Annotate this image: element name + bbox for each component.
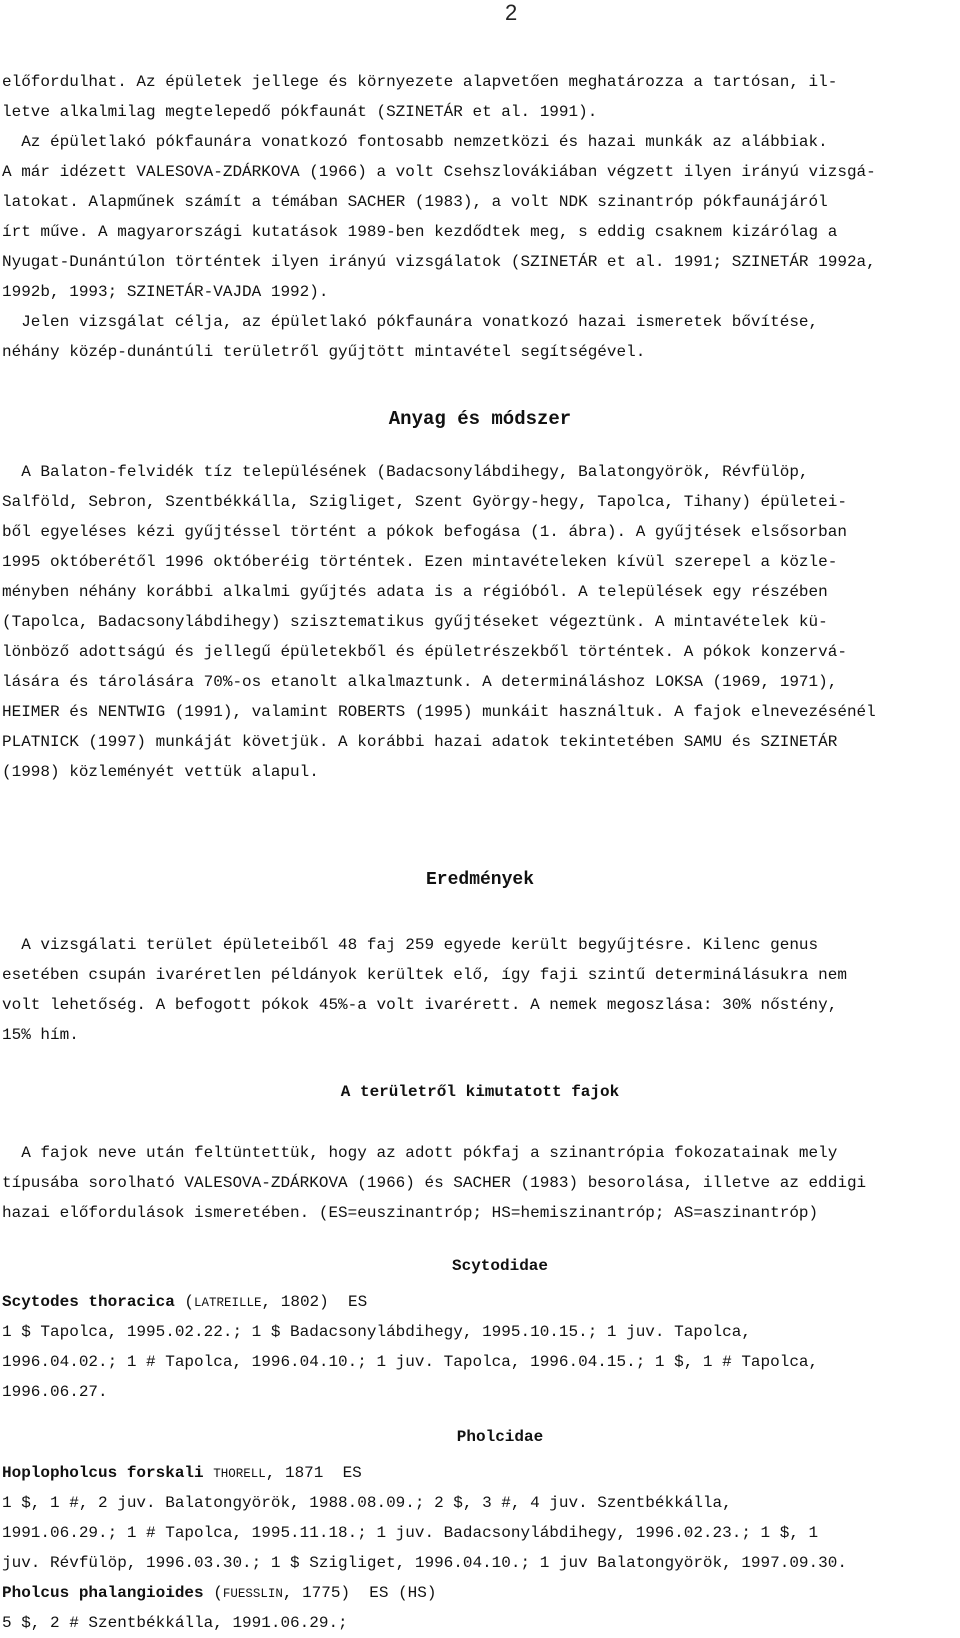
species-line: Pholcus phalangioides (FUESSLIN, 1775) ES (HS) — [2, 1584, 437, 1602]
record-line: 1 $, 1 #, 2 juv. Balatongyörök, 1988.08.09.; 2 $, 3 #, 4 juv. Szentbékkálla, — [2, 1494, 732, 1512]
text-line: letve alkalmilag megtelepedő pókfaunát (SZINETÁR et al. 1991). — [2, 103, 598, 121]
species-name: Hoplopholcus forskali — [2, 1464, 204, 1482]
text-line: (1998) közleményét vettük alapul. — [2, 763, 319, 781]
text-line: Nyugat-Dunántúlon történtek ilyen irányú vizsgálatok (SZINETÁR et al. 1991; SZINETÁR 1992a, — [2, 253, 876, 271]
text-line: 1995 októberétől 1996 októberéig történtek. Ezen mintavételeken kívül szerepel a közle- — [2, 553, 838, 571]
text-line: hazai előfordulások ismeretében. (ES=euszinantróp; HS=hemiszinantróp; AS=aszinantróp) — [2, 1204, 819, 1222]
text-line: Jelen vizsgálat célja, az épületlakó pókfaunára vonatkozó hazai ismeretek bővítése, — [2, 313, 819, 331]
species-year: , 1802) ES — [261, 1293, 368, 1311]
family-heading-pholcidae: Pholcidae — [456, 1428, 544, 1446]
text-line: lására és tárolására 70%-os etanolt alkalmaztunk. A determináláshoz LOKSA (1969, 1971), — [2, 673, 838, 691]
species-year: , 1871 ES — [265, 1464, 362, 1482]
record-line: 5 $, 2 # Szentbékkálla, 1991.06.29.; — [2, 1614, 348, 1632]
species-year: , 1775) ES (HS) — [282, 1584, 437, 1602]
text-line: lönböző adottságú és jellegű épületekből és épületrészekből történtek. A pókok konzervá- — [2, 643, 847, 661]
text-line: A már idézett VALESOVA-ZDÁRKOVA (1966) a volt Csehszlovákiában végzett ilyen irányú vizsgá- — [2, 163, 876, 181]
record-line: 1996.04.02.; 1 # Tapolca, 1996.04.10.; 1 juv. Tapolca, 1996.04.15.; 1 $, 1 # Tapolca, — [2, 1353, 819, 1371]
family-heading-scytodidae: Scytodidae — [451, 1257, 548, 1275]
text-line: ményben néhány korábbi alkalmi gyűjtés adata is a régióból. A települések egy részében — [2, 583, 828, 601]
methods-paragraph — [2, 457, 956, 787]
text-line: A fajok neve után feltüntettük, hogy az adott pókfaj a szinantrópia fokozatainak mely — [2, 1144, 838, 1162]
species-name: Scytodes thoracica — [2, 1293, 175, 1311]
text-line: (Tapolca, Badacsonylábdihegy) szisztematikus gyűjtéseket végeztünk. A mintavételek kü- — [2, 613, 828, 631]
record-line: 1996.06.27. — [2, 1383, 108, 1401]
species-intro-paragraph — [2, 1138, 956, 1228]
record-line: 1 $ Tapolca, 1995.02.22.; 1 $ Badacsonylábdihegy, 1995.10.15.; 1 juv. Tapolca, — [2, 1323, 751, 1341]
text-line: ből egyeléses kézi gyűjtéssel történt a pókok befogása (1. ábra). A gyűjtések elsősorban — [2, 523, 847, 541]
species-line — [2, 1458, 956, 1488]
text-line: esetében csupán ivaréretlen példányok kerültek elő, így faji szintű determinálásukra nem — [2, 966, 847, 984]
text-line: volt lehetőség. A befogott pókok 45%-a volt ivarérett. A nemek megoszlása: 30% nőstény, — [2, 996, 838, 1014]
species-name: Pholcus phalangioides — [2, 1584, 204, 1602]
record-line: juv. Révfülöp, 1996.03.30.; 1 $ Szigliget, 1996.04.10.; 1 juv Balatongyörök, 1997.09.30. — [2, 1554, 847, 1572]
pholcidae-block — [2, 1458, 956, 1638]
text-line: Az épületlakó pókfaunára vonatkozó fontosabb nemzetközi és hazai munkák az alábbiak. — [2, 133, 828, 151]
species-line: Scytodes thoracica (LATREILLE, 1802) ES — [2, 1293, 368, 1311]
species-author: FUESSLIN — [222, 1587, 283, 1601]
text-line: 15% hím. — [2, 1026, 79, 1044]
text-line: előfordulhat. Az épületek jellege és környezete alapvetően meghatározza a tartósan, il- — [2, 73, 838, 91]
text-line: Salföld, Sebron, Szentbékkálla, Szigliget, Szent György-hegy, Tapolca, Tihany) épületei- — [2, 493, 847, 511]
page-number: 2 — [505, 0, 518, 25]
species-author: LATREILLE — [194, 1296, 262, 1310]
text-line: néhány közép-dunántúli területről gyűjtött mintavétel segítségével. — [2, 343, 646, 361]
results-paragraph — [2, 930, 956, 1050]
section-heading-species: A területről kimutatott fajok — [340, 1083, 620, 1101]
section-heading-methods: Anyag és módszer — [388, 408, 572, 430]
text-line: latokat. Alapműnek számít a témában SACHER (1983), a volt NDK szinantróp pókfaunájáról — [2, 193, 828, 211]
scytodidae-block — [2, 1287, 956, 1407]
intro-paragraph — [2, 67, 956, 367]
section-heading-results: Eredmények — [425, 870, 535, 890]
record-line: 1991.06.29.; 1 # Tapolca, 1995.11.18.; 1 juv. Badacsonylábdihegy, 1996.02.23.; 1 $, 1 — [2, 1524, 819, 1542]
text-line: HEIMER és NENTWIG (1991), valamint ROBERTS (1995) munkáit használtuk. A fajok elnevezésénél — [2, 703, 876, 721]
text-line: típusába sorolható VALESOVA-ZDÁRKOVA (1966) és SACHER (1983) besorolása, illetve az eddigi — [2, 1174, 867, 1192]
text-line: A Balaton-felvidék tíz településének (Badacsonylábdihegy, Balatongyörök, Révfülöp, — [2, 463, 809, 481]
text-line: 1992b, 1993; SZINETÁR-VAJDA 1992). — [2, 283, 329, 301]
text-line: A vizsgálati terület épületeiből 48 faj 259 egyede került begyűjtésre. Kilenc genus — [2, 936, 819, 954]
species-author: THORELL — [213, 1467, 266, 1481]
text-line: írt műve. A magyarországi kutatások 1989-ben kezdődtek meg, s eddig csaknem kizárólag a — [2, 223, 838, 241]
text-line: PLATNICK (1997) munkáját követjük. A korábbi hazai adatok tekintetében SAMU és SZINETÁR — [2, 733, 838, 751]
